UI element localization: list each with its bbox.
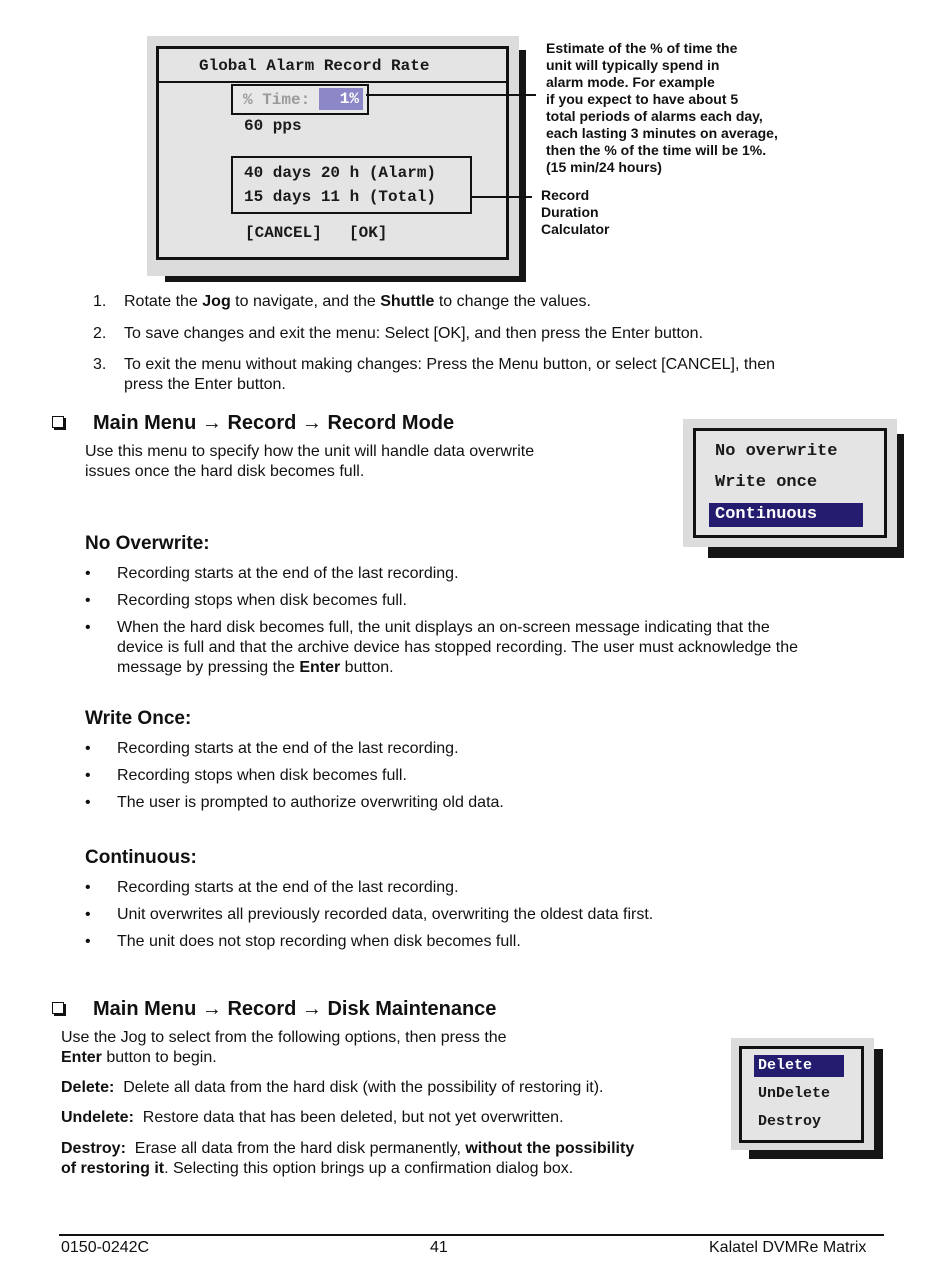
- menu-item-undelete[interactable]: UnDelete: [758, 1085, 831, 1102]
- continuous-title: Continuous:: [85, 847, 197, 868]
- continuous-bullets: [85, 878, 885, 959]
- disk-maintenance-intro: Use the Jog to select from the following options, then press the Enter button to begin.: [61, 1029, 507, 1066]
- callout-line-calculator: [470, 196, 532, 198]
- write-once-bullets: [85, 739, 885, 820]
- step-3-text: To exit the menu without making changes: Press the Menu button, or select [CANCEL], then press the Enter button.: [124, 356, 776, 393]
- total-duration: 15 days 11 h (Total): [244, 188, 437, 206]
- delete-description: Delete: Delete all data from the hard disk (with the possibility of restoring it).: [61, 1079, 604, 1096]
- record-mode-menu-inner: [693, 428, 887, 538]
- menu-item-delete[interactable]: Delete: [754, 1055, 844, 1077]
- no-overwrite-bullets: [85, 564, 885, 678]
- undelete-description: Undelete: Restore data that has been deleted, but not yet overwritten.: [61, 1109, 564, 1126]
- list-item: • When the hard disk becomes full, the unit displays an on-screen message indicating that the device is full and that the archive device has stopped recording. The user must acknowledge the message by pressing the Enter button.: [85, 619, 798, 676]
- disk-menu: [731, 1038, 874, 1150]
- percent-time-label: % Time:: [243, 91, 311, 109]
- step-1-text: Rotate the Jog to navigate, and the Shuttle to change the values.: [124, 293, 591, 310]
- callout-line-estimate: [366, 94, 536, 96]
- alarm-screen-title: Global Alarm Record Rate: [199, 57, 430, 75]
- step-1: 1.: [93, 293, 107, 310]
- footer-page-number: 41: [430, 1239, 448, 1256]
- menu-item-continuous[interactable]: Continuous: [709, 503, 863, 527]
- list-item: • The user is prompted to authorize overwriting old data.: [85, 794, 504, 811]
- write-once-title: Write Once:: [85, 708, 192, 729]
- no-overwrite-title: No Overwrite:: [85, 533, 210, 554]
- destroy-description: Destroy: Erase all data from the hard disk permanently, without the possibility of restoring it. Selecting this option brings up a confirmation dialog box.: [61, 1140, 635, 1177]
- callout-calculator: Record Duration Calculator: [541, 187, 610, 237]
- record-mode-menu: [683, 419, 897, 547]
- record-mode-heading: Main Menu → Record → Record Mode: [93, 412, 455, 434]
- disk-maintenance-heading: Main Menu → Record → Disk Maintenance: [93, 998, 497, 1020]
- list-item: • Recording stops when disk becomes full.: [85, 767, 407, 784]
- record-mode-intro: Use this menu to specify how the unit will handle data overwrite issues once the hard disk becomes full.: [85, 443, 535, 480]
- ok-button[interactable]: [OK]: [349, 224, 388, 242]
- pps-value: 60 pps: [244, 117, 302, 135]
- step-2: 2.: [93, 325, 107, 342]
- cancel-button[interactable]: [CANCEL]: [245, 224, 322, 242]
- list-item: • Recording starts at the end of the last recording.: [85, 565, 459, 582]
- step-2-text: To save changes and exit the menu: Select [OK], and then press the Enter button.: [124, 325, 704, 342]
- percent-time-field[interactable]: [231, 84, 369, 115]
- menu-item-no-overwrite[interactable]: No overwrite: [715, 442, 838, 461]
- footer-doc-number: 0150-0242C: [61, 1239, 150, 1256]
- list-item: • Recording starts at the end of the last recording.: [85, 879, 459, 896]
- section-checkbox-icon: [52, 1002, 64, 1014]
- alarm-screen-inner: [156, 46, 509, 260]
- footer-rule: [59, 1234, 884, 1236]
- duration-calculator-box: [231, 156, 472, 214]
- list-item: • The unit does not stop recording when disk becomes full.: [85, 933, 521, 950]
- section-checkbox-icon: [52, 416, 64, 428]
- step-3: 3.: [93, 356, 107, 373]
- list-item: • Recording stops when disk becomes full.: [85, 592, 407, 609]
- callout-estimate: Estimate of the % of time the unit will typically spend in alarm mode. For example if you expect to have about 5 total periods of alarms each day, each lasting 3 minutes on average, then the % of the time will be 1%. (15 min/24 hours): [546, 40, 778, 175]
- disk-menu-inner: [739, 1046, 864, 1143]
- list-item: • Unit overwrites all previously recorded data, overwriting the oldest data first.: [85, 906, 654, 923]
- alarm-screen: [147, 36, 519, 276]
- menu-item-destroy[interactable]: Destroy: [758, 1113, 822, 1130]
- menu-item-write-once[interactable]: Write once: [715, 473, 818, 492]
- alarm-duration: 40 days 20 h (Alarm): [244, 164, 437, 182]
- percent-time-value[interactable]: 1%: [319, 88, 363, 110]
- list-item: • Recording starts at the end of the last recording.: [85, 740, 459, 757]
- footer-product: Kalatel DVMRe Matrix: [709, 1239, 867, 1256]
- alarm-screen-title-divider: [159, 81, 506, 83]
